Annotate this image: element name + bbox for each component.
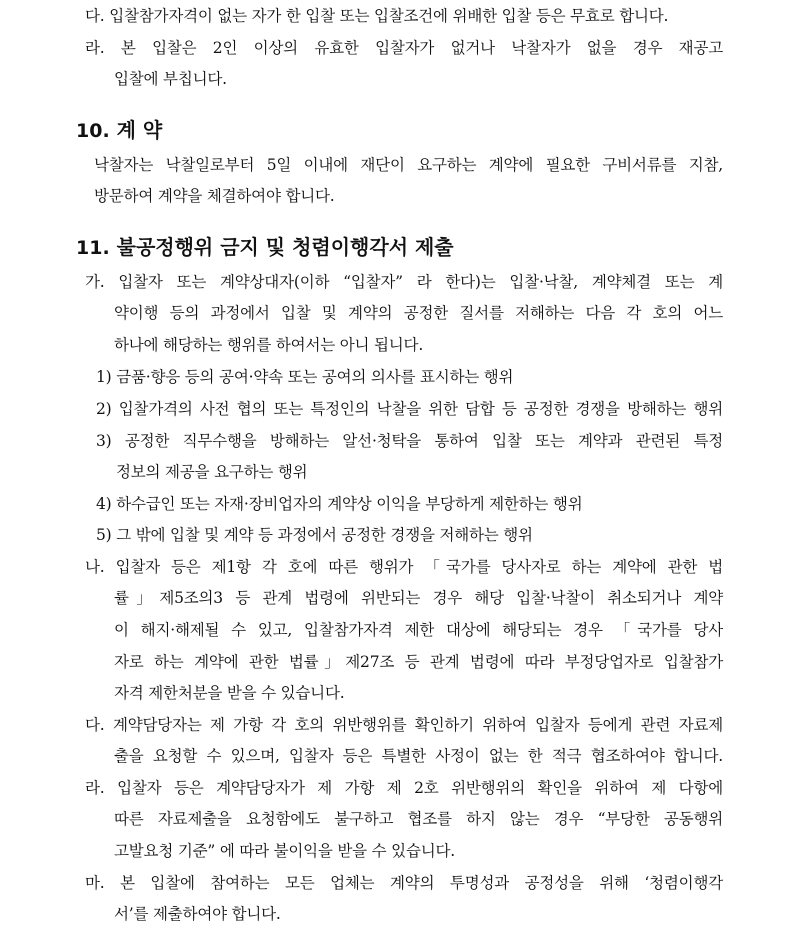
- item-ra-line3: 고발요청 기준” 에 따라 불이익을 받을 수 있습니다.: [114, 842, 456, 860]
- section-11-title: 불공정행위 금지 및 청렴이행각서 제출: [116, 235, 454, 259]
- item-na-line3: 이 해지·해제될 수 있고, 입찰참가자격 제한 대상에 해당되는 경우 「국가를 당사: [114, 621, 723, 639]
- sub-item-2: 2) 입찰가격의 사전 협의 또는 특정인의 낙찰을 위한 담합 등 공정한 경쟁을 방해하는 행위: [96, 400, 723, 418]
- section-10-text-line2: 방문하여 계약을 체결하여야 합니다.: [94, 187, 335, 205]
- section-10-title: 계 약: [116, 118, 163, 142]
- sub-item-3-line2: 정보의 제공을 요구하는 행위: [116, 463, 308, 481]
- item-ma-line1: 마. 본 입찰에 참여하는 모든 업체는 계약의 투명성과 공정성을 위해 ‘청렴이행각: [85, 874, 723, 892]
- section-10-text-line1: 낙찰자는 낙찰일로부터 5일 이내에 재단이 요구하는 계약에 필요한 구비서류를 지참,: [94, 156, 723, 174]
- section-10-number: 10.: [76, 120, 110, 142]
- section-11-number: 11.: [76, 237, 110, 259]
- section-10-heading: [76, 117, 162, 144]
- item-ga-line2: 약이행 등의 과정에서 입찰 및 계약의 공정한 질서를 저해하는 다음 각 호의 어느: [114, 304, 723, 322]
- item-da-invalid-bid: 다. 입찰참가자격이 없는 자가 한 입찰 또는 입찰조건에 위배한 입찰 등은 무효로 합니다.: [85, 7, 669, 25]
- item-ra-line2: 따른 자료제출을 요청함에도 불구하고 협조를 하지 않는 경우 “부당한 공동행위: [114, 810, 723, 828]
- item-ma-line2: 서’를 제출하여야 합니다.: [114, 905, 281, 923]
- item-na-line1: 나. 입찰자 등은 제1항 각 호에 따른 행위가 「국가를 당사자로 하는 계약에 관한 법: [85, 558, 723, 576]
- sub-item-5: 5) 그 밖에 입찰 및 계약 등 과정에서 공정한 경쟁을 저해하는 행위: [96, 526, 533, 544]
- item-ra-rebid-line1: 라. 본 입찰은 2인 이상의 유효한 입찰자가 없거나 낙찰자가 없을 경우 재공고: [85, 39, 723, 57]
- sub-item-3-line1: 3) 공정한 직무수행을 방해하는 알선·청탁을 통하여 입찰 또는 계약과 관련된 특정: [96, 432, 723, 450]
- item-ga-line3: 하나에 해당하는 행위를 하여서는 아니 됩니다.: [114, 336, 424, 354]
- section-11-heading: [76, 234, 454, 261]
- item-ga-line1: 가. 입찰자 또는 계약상대자(이하 “입찰자” 라 한다)는 입찰·낙찰, 계약체결 또는 계: [85, 273, 723, 291]
- item-na-line2: 률」제5조의3 등 관계 법령에 위반되는 경우 해당 입찰·낙찰이 취소되거나 계약: [114, 589, 723, 607]
- item-ra-line1: 라. 입찰자 등은 계약담당자가 제 가항 제 2호 위반행위의 확인을 위하여 제 다항에: [85, 779, 723, 797]
- item-ra-rebid-line2: 입찰에 부칩니다.: [114, 70, 227, 88]
- item-da-line1: 다. 계약담당자는 제 가항 각 호의 위반행위를 확인하기 위하여 입찰자 등에게 관련 자료제: [85, 716, 723, 734]
- sub-item-4: 4) 하수급인 또는 자재·장비업자의 계약상 이익을 부당하게 제한하는 행위: [96, 495, 583, 513]
- item-da-line2: 출을 요청할 수 있으며, 입찰자 등은 특별한 사정이 없는 한 적극 협조하여야 합니다.: [114, 747, 723, 765]
- item-na-line4: 자로 하는 계약에 관한 법률」제27조 등 관계 법령에 따라 부정당업자로 입찰참가: [114, 653, 723, 671]
- item-na-line5: 자격 제한처분을 받을 수 있습니다.: [114, 684, 345, 702]
- sub-item-1: 1) 금품·향응 등의 공여·약속 또는 공여의 의사를 표시하는 행위: [96, 368, 514, 386]
